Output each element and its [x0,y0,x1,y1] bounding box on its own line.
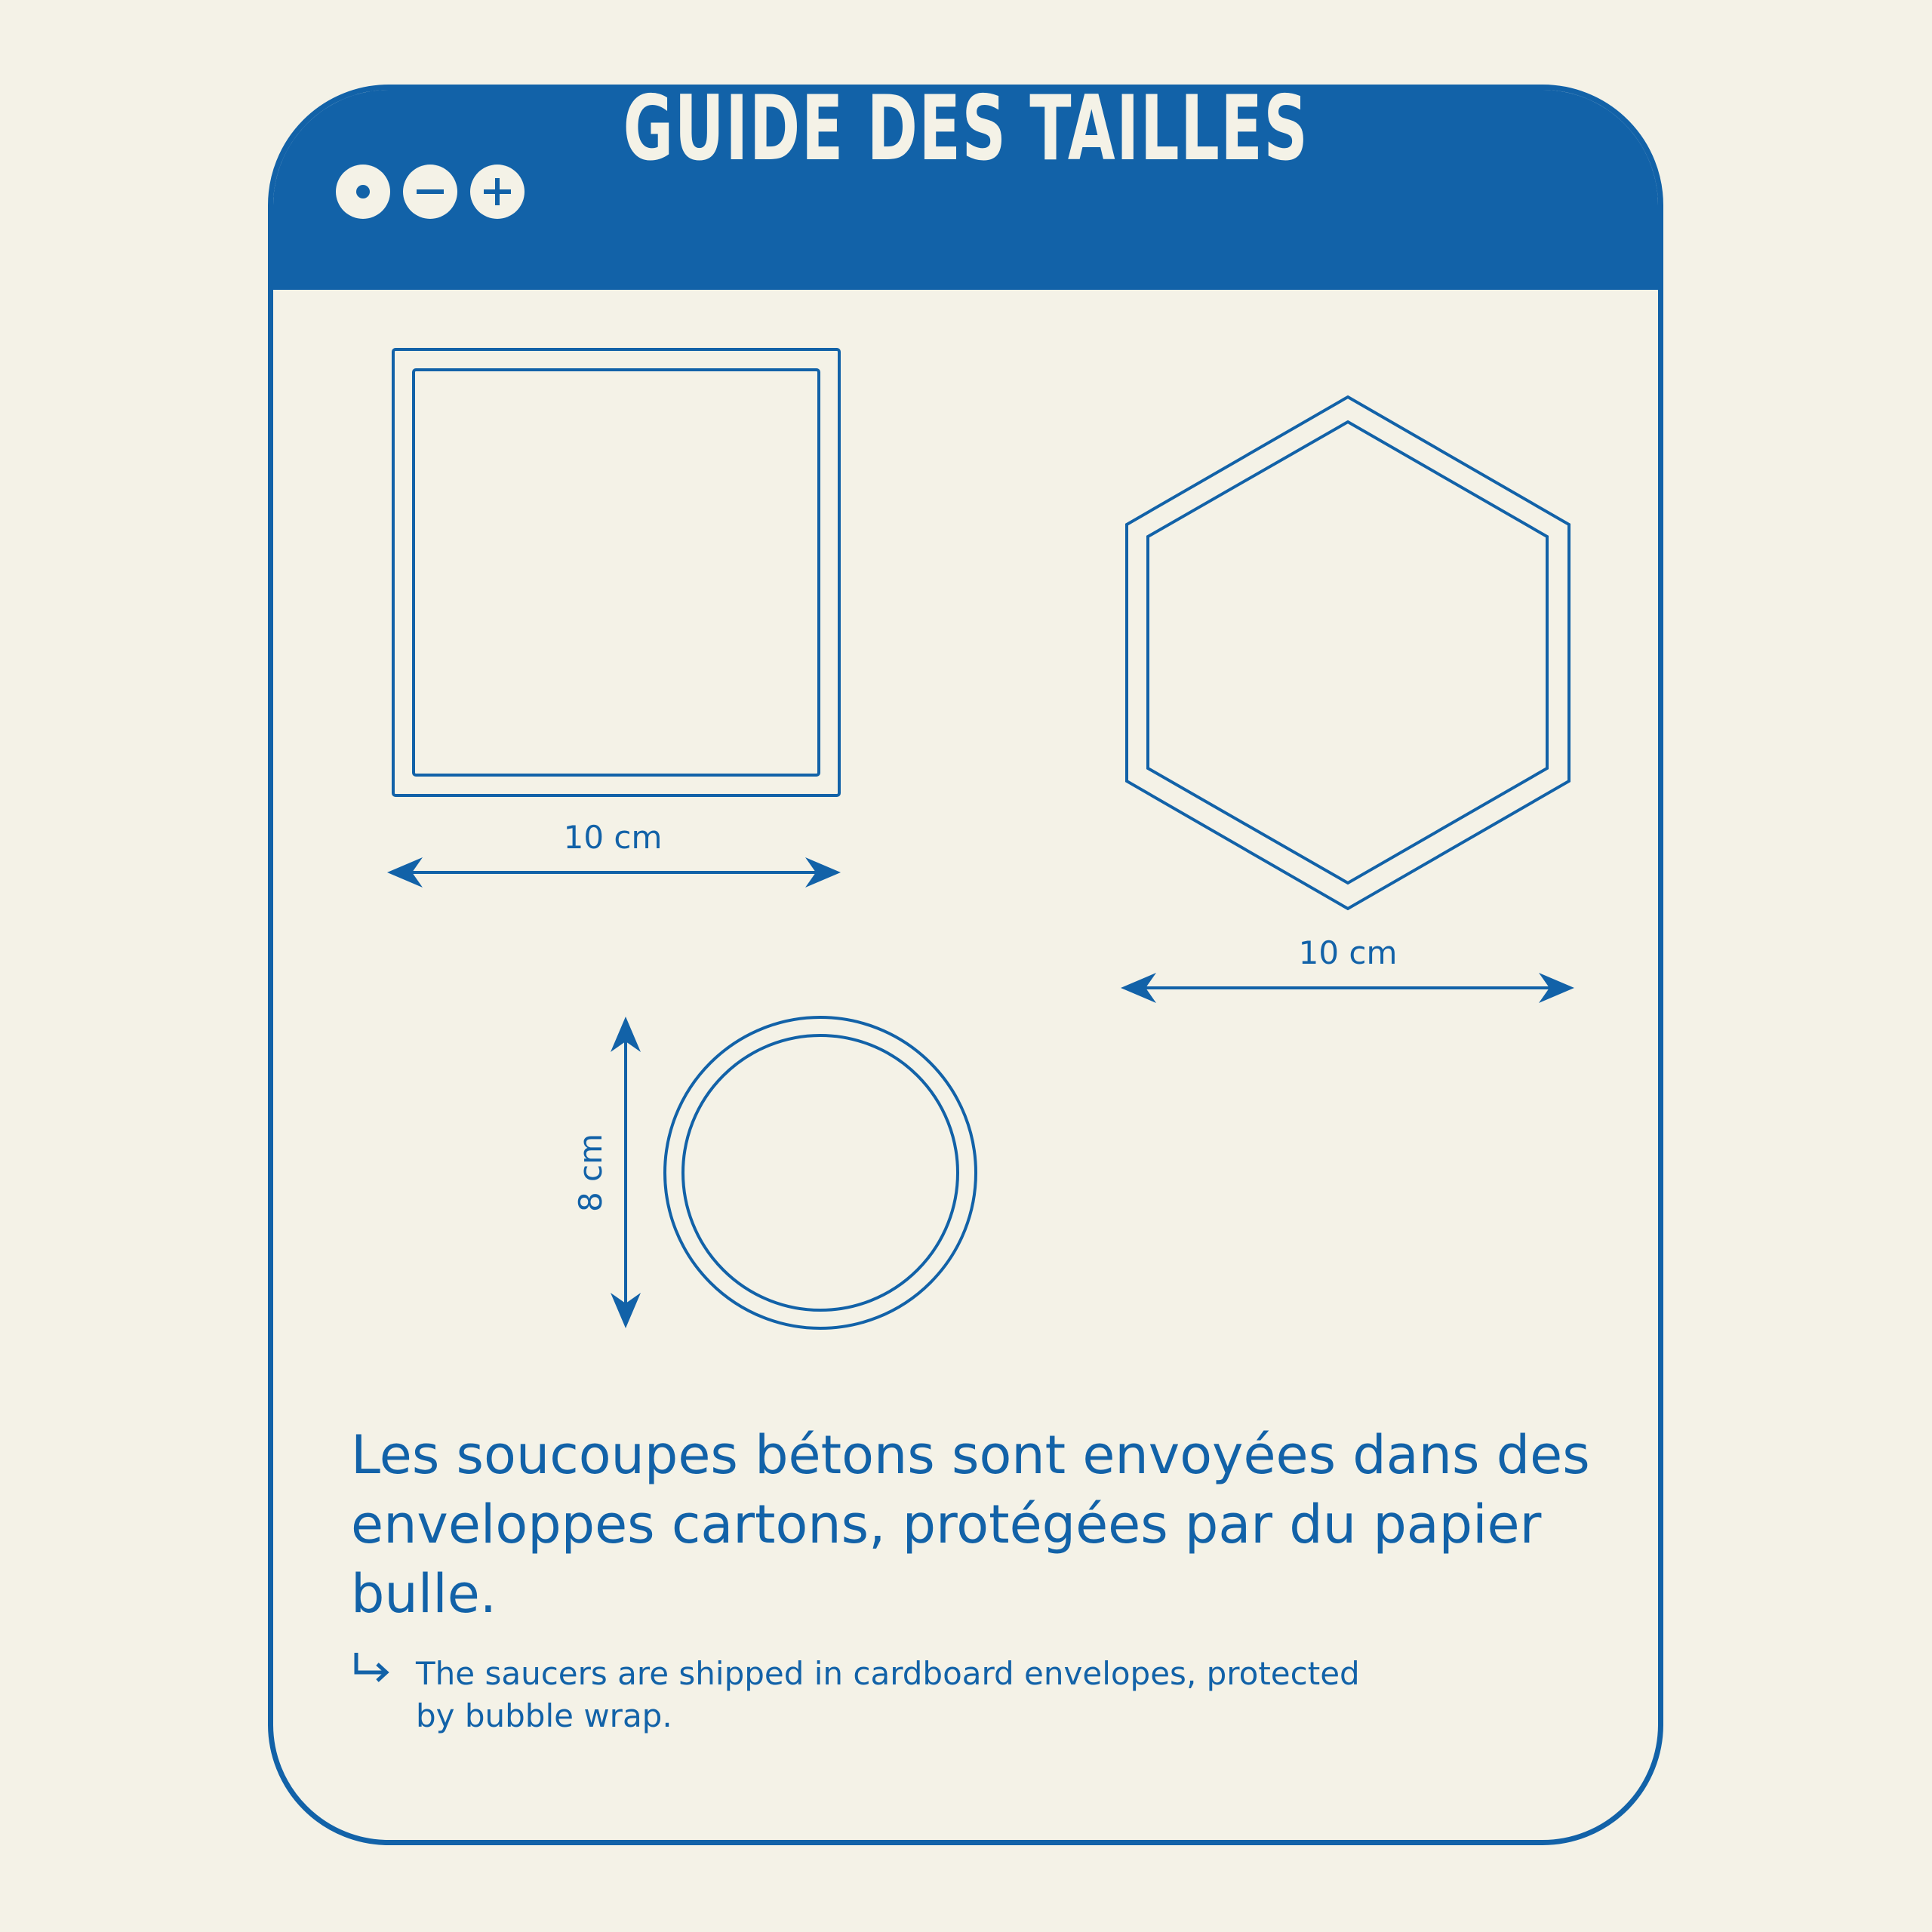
hexagon-outer-outline [1127,397,1569,909]
hexagon-dimension [1121,934,1574,1003]
circle-inner-outline [683,1035,958,1310]
shipping-description-fr: Les soucoupes bétons sont envoyées dans des enveloppes cartons, protégées par du papier bulle. [351,1424,1590,1625]
hexagon-size-label: 10 cm [1298,934,1398,971]
square-inner-outline [414,370,819,775]
square-dimension [387,819,841,888]
circle-saucer [665,1017,976,1328]
arrow-down-right-icon [352,1650,391,1686]
circle-outer-outline [665,1017,976,1328]
square-size-label: 10 cm [563,819,663,856]
hexagon-saucer [1127,397,1569,909]
hexagon-inner-outline [1148,422,1547,883]
page-title: GUIDE DES TAILLES [623,75,1309,181]
circle-size-label: 8 cm [572,1133,609,1213]
square-outer-outline [393,349,839,795]
square-saucer [393,349,839,795]
shipping-description-en: The saucers are shipped in cardboard envelopes, protected by bubble wrap. [416,1655,1360,1734]
circle-dimension [572,1017,641,1328]
